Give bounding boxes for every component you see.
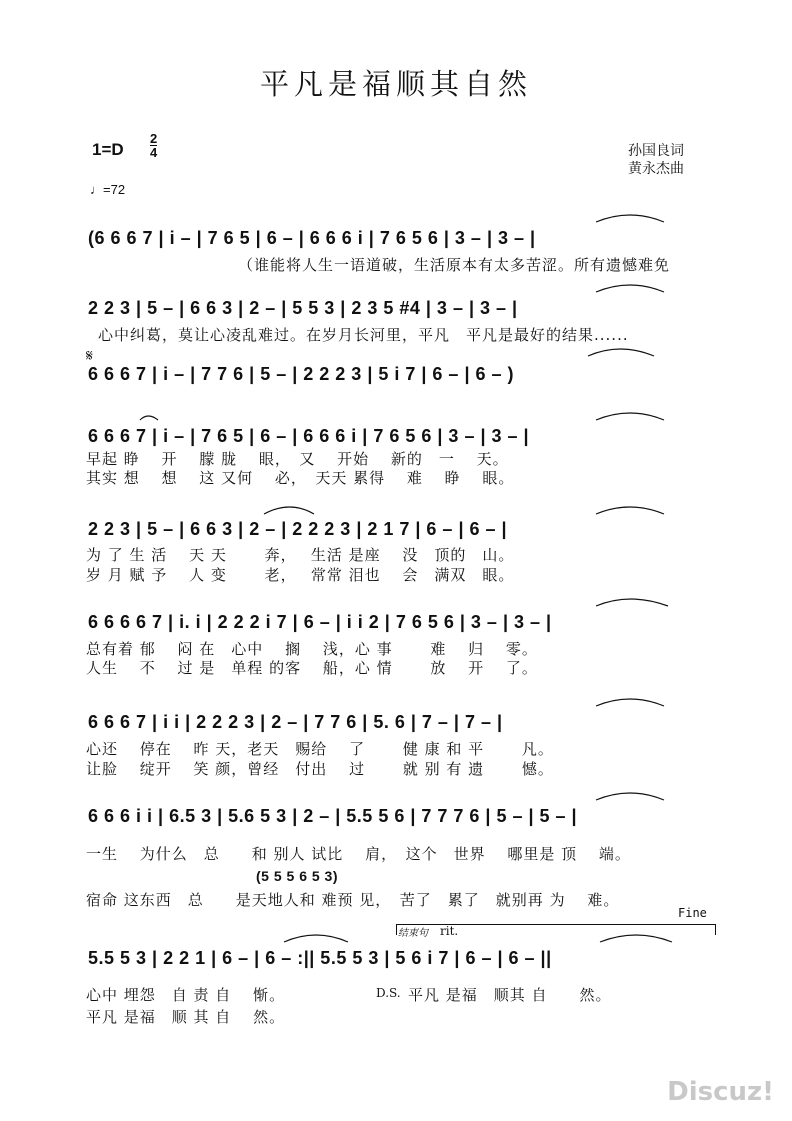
ritardando-mark: rit. (440, 924, 459, 938)
composer: 黄永杰曲 (628, 161, 684, 177)
notation-row-3: 6 6 6 7 | i – | 7 7 6 | 5 – | 2 2 2 3 | 5 i 7 | 6 – | 6 – ) (88, 364, 514, 384)
slur (264, 507, 314, 514)
watermark: Discuz! (667, 1077, 774, 1107)
notation-row-4: 6 6 6 7 | i – | 7 6 5 | 6 – | 6 6 6 i | 7 6 5 6 | 3 – | 3 – | (88, 426, 530, 446)
lyricist: 孙国良词 (628, 143, 684, 159)
lyric-row-7a: 心还 停在 昨 天，老天 赐给 了 健 康 和 平 凡。 (86, 740, 554, 758)
lyric-row-9a: 心中 埋怨 自 责 自 惭。 (86, 986, 286, 1004)
lyric-row-4a: 早起 睁 开 朦 胧 眼， 又 开始 新的 一 天。 (86, 450, 509, 468)
lyric-row-8a: 一生 为什么 总 和 别人 试比 肩， 这个 世界 哪里是 顶 端。 (86, 845, 631, 863)
slur (596, 215, 664, 222)
notation-row-9: 5.5 5 3 | 2 2 1 | 6 – | 6 – :|| 5.5 5 3 | 5 6 i 7 | 6 – | 6 – || (88, 948, 552, 968)
lyric-row-9b: 平凡 是福 顺 其 自 然。 (86, 1008, 286, 1026)
slur (596, 285, 664, 292)
slur (596, 699, 664, 706)
optional-lyric: 宿命 这东西 总 是天地人和 难预 见， 苦了 累了 就别再 为 难。 (86, 891, 620, 909)
slur (600, 935, 672, 942)
notation-row-2: 2 2 3 | 5 – | 6 6 3 | 2 – | 5 5 3 | 2 3 5 #4 | 3 – | 3 – | (88, 298, 518, 318)
optional-notes: (5 5 5 6 5 3) (256, 868, 338, 884)
slur (596, 507, 664, 514)
notation-row-1: (6 6 6 7 | i – | 7 6 5 | 6 – | 6 6 6 i | 7 6 5 6 | 3 – | 3 – | (88, 228, 536, 248)
lyric-row-5b: 岁 月 赋 予 人 变 老， 常常 泪也 会 满双 眼。 (86, 566, 515, 584)
fine-mark: Fine (678, 906, 707, 920)
lyric-row-7b: 让脸 绽开 笑 颜，曾经 付出 过 就 别 有 遗 憾。 (86, 760, 554, 778)
time-signature (150, 132, 157, 159)
lyric-row-5a: 为 了 生 活 天 天 奔， 生活 是座 没 顶的 山。 (86, 546, 515, 564)
notation-row-5: 2 2 3 | 5 – | 6 6 3 | 2 – | 2 2 2 3 | 2 1 7 | 6 – | 6 – | (88, 519, 508, 539)
ds-lyric: 平凡 是福 顺其 自 然。 (408, 986, 612, 1004)
lyric-row-1: （谁能将人生一语道破，生活原本有太多苦涩。所有遗憾难免 (238, 256, 671, 274)
slur (588, 349, 654, 356)
tempo-marking: ♩=72 (90, 182, 126, 197)
lyric-row-6b: 人生 不 过 是 单程 的客 船，心 情 放 开 了。 (86, 659, 538, 677)
lyric-row-4b: 其实 想 想 这 又何 必， 天天 累得 难 睁 眼。 (86, 469, 515, 487)
song-title: 平凡是福顺其自然 (259, 67, 532, 101)
lyric-row-2: 心中纠葛，莫让心凌乱难过。在岁月长河里，平凡 平凡是最好的结果...... (98, 326, 629, 344)
ending-label: 结束句 (398, 928, 428, 939)
segno-sign: 𝄋 (86, 346, 93, 365)
notation-row-6: 6 6 6 6 7 | i. i | 2 2 2 i 7 | 6 – | i i 2 | 7 6 5 6 | 3 – | 3 – | (88, 612, 552, 632)
slur (596, 599, 668, 606)
lyric-row-6a: 总有着 郁 闷 在 心中 搁 浅，心 事 难 归 零。 (86, 640, 538, 658)
time-sig-bottom: 4 (150, 145, 158, 160)
key-signature: 1=D (92, 140, 124, 159)
notation-row-8: 6 6 6 i i | 6.5 3 | 5.6 5 3 | 2 – | 5.5 5 6 | 7 7 7 6 | 5 – | 5 – | (88, 806, 578, 826)
slur (596, 413, 664, 420)
time-sig-top: 2 (150, 131, 158, 146)
slur (284, 935, 348, 942)
slur (596, 793, 664, 800)
slur (140, 416, 158, 420)
ds-mark: D.S. (376, 986, 401, 1000)
notation-row-7: 6 6 6 7 | i i | 2 2 2 3 | 2 – | 7 7 6 | 5. 6 | 7 – | 7 – | (88, 712, 503, 732)
